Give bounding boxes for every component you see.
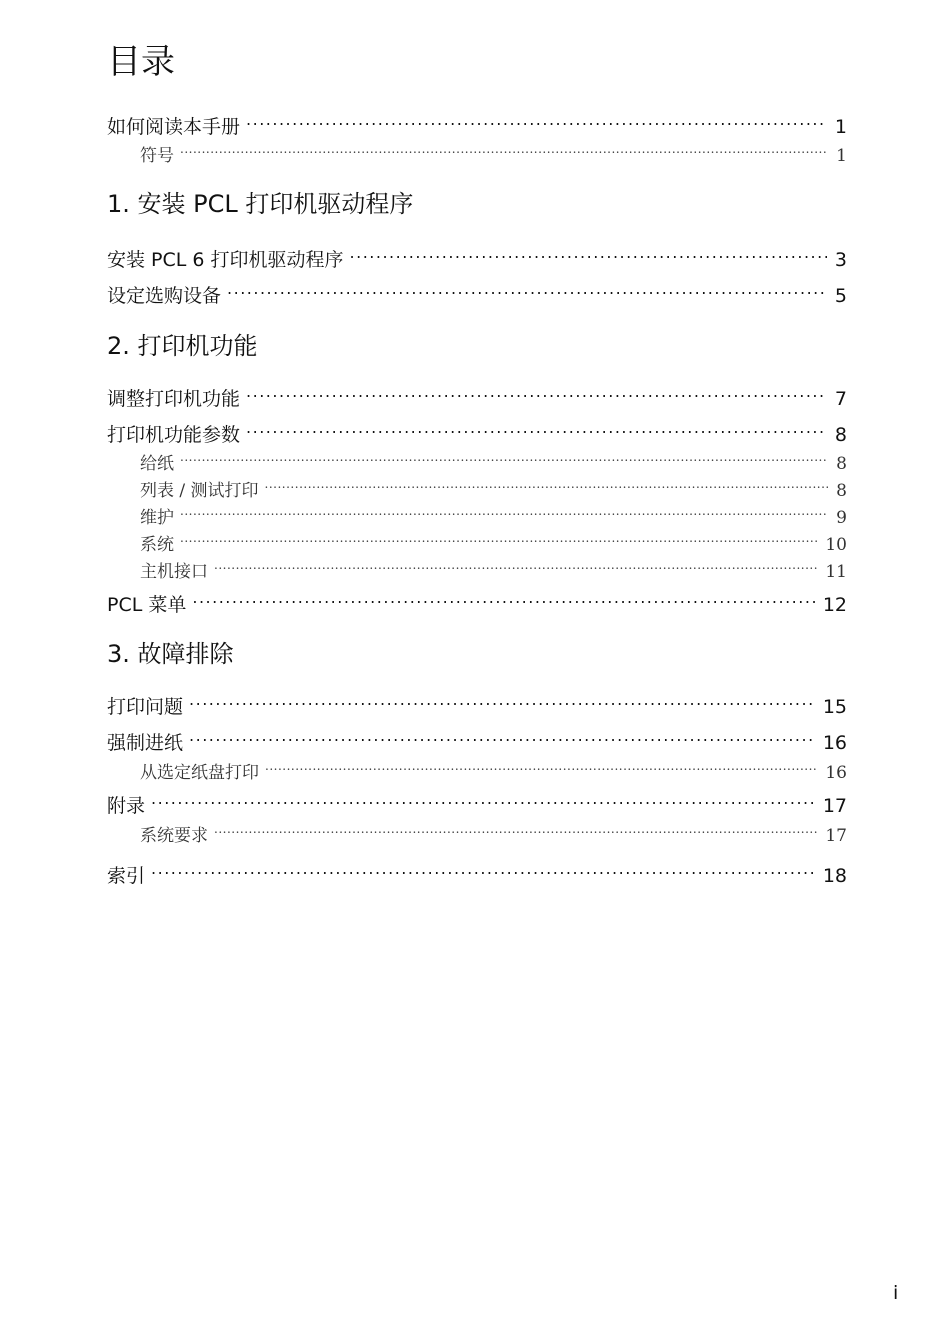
toc-entry-label: 列表 / 测试打印 bbox=[140, 481, 259, 501]
toc-entry-pcl-menu[interactable] bbox=[107, 592, 847, 618]
toc-entry-label: 强制进纸 bbox=[107, 732, 184, 754]
dot-leader bbox=[350, 247, 827, 266]
page-number: i bbox=[893, 1282, 899, 1304]
toc-subentry-list-test[interactable] bbox=[140, 479, 847, 503]
toc-subentry-host-interface[interactable] bbox=[140, 560, 847, 584]
toc-entry-page: 16 bbox=[825, 763, 847, 783]
toc-entry-page: 8 bbox=[834, 424, 847, 446]
toc-subentry-paper-input[interactable] bbox=[140, 452, 847, 476]
toc-entry-appendix[interactable] bbox=[107, 793, 847, 819]
dot-leader bbox=[180, 506, 828, 523]
page-title: 目录 bbox=[107, 42, 175, 82]
dot-leader bbox=[227, 283, 827, 302]
toc-entry-label: PCL 菜单 bbox=[107, 594, 187, 616]
toc-entry-how-to-read[interactable] bbox=[107, 114, 847, 140]
dot-leader bbox=[246, 386, 827, 405]
toc-subentry-system[interactable] bbox=[140, 533, 847, 557]
toc-entry-page: 1 bbox=[836, 146, 847, 166]
toc-entry-page: 17 bbox=[822, 795, 847, 817]
toc-entry-page: 3 bbox=[834, 249, 847, 271]
toc-subentry-symbols[interactable] bbox=[140, 144, 847, 168]
toc-entry-page: 9 bbox=[836, 508, 847, 528]
toc-entry-print-problems[interactable] bbox=[107, 694, 847, 720]
dot-leader bbox=[246, 114, 827, 133]
toc-entry-adjust-functions[interactable] bbox=[107, 386, 847, 412]
toc-entry-form-feed[interactable] bbox=[107, 730, 847, 756]
dot-leader bbox=[151, 863, 815, 882]
dot-leader bbox=[180, 452, 828, 469]
toc-entry-label: 维护 bbox=[140, 508, 174, 528]
toc-entry-label: 系统 bbox=[140, 535, 174, 555]
toc-entry-page: 5 bbox=[834, 285, 847, 307]
dot-leader bbox=[189, 694, 815, 713]
dot-leader bbox=[180, 533, 817, 550]
chapter-heading-1[interactable]: 1. 安装 PCL 打印机驱动程序 bbox=[107, 190, 414, 218]
toc-entry-label: 调整打印机功能 bbox=[107, 388, 241, 410]
dot-leader bbox=[246, 422, 827, 441]
toc-entry-label: 打印机功能参数 bbox=[107, 424, 241, 446]
dot-leader bbox=[214, 560, 817, 577]
toc-entry-page: 8 bbox=[836, 454, 847, 474]
chapter-heading-2[interactable]: 2. 打印机功能 bbox=[107, 332, 258, 360]
toc-entry-install-pcl6[interactable] bbox=[107, 247, 847, 273]
toc-entry-label: 从选定纸盘打印 bbox=[140, 763, 259, 783]
toc-entry-options[interactable] bbox=[107, 283, 847, 309]
toc-entry-label: 附录 bbox=[107, 795, 146, 817]
toc-entry-page: 12 bbox=[822, 594, 847, 616]
dot-leader bbox=[151, 793, 815, 812]
toc-entry-page: 7 bbox=[834, 388, 847, 410]
toc-entry-label: 主机接口 bbox=[140, 562, 208, 582]
dot-leader bbox=[192, 592, 814, 611]
toc-entry-page: 18 bbox=[822, 865, 847, 887]
toc-entry-page: 15 bbox=[822, 696, 847, 718]
toc-entry-label: 系统要求 bbox=[140, 826, 208, 846]
dot-leader bbox=[265, 761, 817, 778]
toc-entry-label: 符号 bbox=[140, 146, 174, 166]
toc-entry-label: 给纸 bbox=[140, 454, 174, 474]
toc-subentry-print-from-tray[interactable] bbox=[140, 761, 847, 785]
dot-leader bbox=[189, 730, 815, 749]
toc-entry-index[interactable] bbox=[107, 863, 847, 889]
toc-entry-label: 索引 bbox=[107, 865, 146, 887]
toc-entry-page: 16 bbox=[822, 732, 847, 754]
toc-entry-function-params[interactable] bbox=[107, 422, 847, 448]
toc-entry-page: 17 bbox=[825, 826, 847, 846]
dot-leader bbox=[180, 144, 828, 161]
toc-subentry-maintenance[interactable] bbox=[140, 506, 847, 530]
toc-entry-label: 安装 PCL 6 打印机驱动程序 bbox=[107, 249, 344, 271]
dot-leader bbox=[265, 479, 829, 496]
dot-leader bbox=[214, 824, 817, 841]
chapter-heading-3[interactable]: 3. 故障排除 bbox=[107, 640, 234, 668]
toc-entry-page: 10 bbox=[825, 535, 847, 555]
toc-entry-label: 如何阅读本手册 bbox=[107, 116, 241, 138]
toc-entry-label: 打印问题 bbox=[107, 696, 184, 718]
toc-entry-page: 11 bbox=[825, 562, 847, 582]
toc-entry-label: 设定选购设备 bbox=[107, 285, 222, 307]
toc-entry-page: 8 bbox=[836, 481, 847, 501]
toc-entry-page: 1 bbox=[834, 116, 847, 138]
toc-subentry-system-requirements[interactable] bbox=[140, 824, 847, 848]
